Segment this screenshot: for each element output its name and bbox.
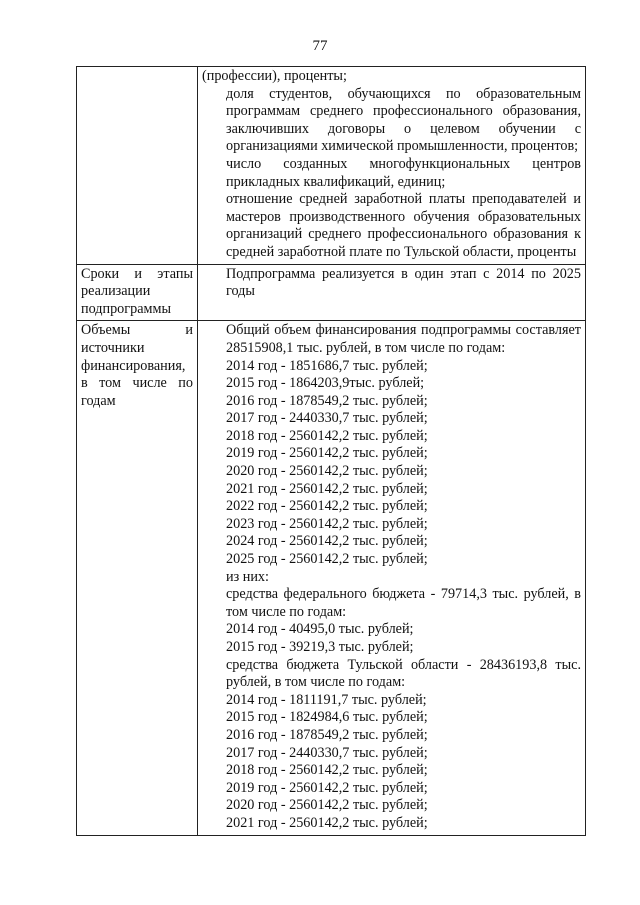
row-label: Сроки и этапы реализации подпрограммы [77, 264, 198, 321]
total-years-list [202, 358, 581, 569]
federal-budget-text: средства федерального бюджета - 79714,3 тыс. рублей, в том числе по годам: [226, 586, 581, 620]
table-row [77, 321, 586, 835]
list-item: 2020 год - 2560142,2 тыс. рублей; [226, 797, 428, 814]
list-item: 2019 год - 2560142,2 тыс. рублей; [226, 445, 428, 462]
regional-budget-text: средства бюджета Тульской области - 28436193,8 тыс. рублей, в том числе по годам: [226, 656, 581, 691]
page-number: 77 [312, 38, 328, 54]
table-row [77, 67, 586, 265]
list-item: 2018 год - 2560142,2 тыс. рублей; [226, 427, 428, 444]
list-item: 2017 год - 2440330,7 тыс. рублей; [226, 744, 428, 761]
list-item: 2021 год - 2560142,2 тыс. рублей; [226, 480, 428, 497]
list-item: 2016 год - 1878549,2 тыс. рублей; [226, 726, 428, 743]
list-item: 2023 год - 2560142,2 тыс. рублей; [226, 515, 428, 532]
table-row [77, 264, 586, 321]
row-content [198, 321, 586, 835]
passport-table [76, 66, 586, 836]
indicator-text: доля студентов, обучающихся по образовательным программам среднего профессионального образования, заключивших договоры о целевом обучении с организациями химической промышленности, процентов; [226, 85, 581, 155]
list-item: 2014 год - 1811191,7 тыс. рублей; [226, 691, 427, 708]
list-item: 2021 год - 2560142,2 тыс. рублей; [226, 814, 428, 831]
indicator-text: отношение средней заработной платы преподавателей и мастеров производственного обучения образовательных организаций среднего профессионального образования к средней заработной плате по Тульской области, проценты [226, 191, 581, 260]
list-item: 2019 год - 2560142,2 тыс. рублей; [226, 779, 428, 796]
of-them-label: из них: [226, 568, 269, 585]
list-item: 2025 год - 2560142,2 тыс. рублей; [226, 551, 428, 568]
list-item: 2020 год - 2560142,2 тыс. рублей; [226, 463, 428, 480]
period-text: Подпрограмма реализуется в один этап с 2014 по 2025 годы [226, 265, 581, 300]
list-item: 2017 год - 2440330,7 тыс. рублей; [226, 410, 428, 427]
list-item: 2016 год - 1878549,2 тыс. рублей; [226, 392, 428, 409]
indicator-text: число созданных многофункциональных центров прикладных квалификаций, единиц; [226, 155, 581, 190]
federal-years-list [202, 621, 581, 656]
list-item: 2024 год - 2560142,2 тыс. рублей; [226, 533, 428, 550]
list-item: 2018 год - 2560142,2 тыс. рублей; [226, 762, 428, 779]
row-label: Объемы и источники финансирования, в том числе по годам [77, 321, 198, 835]
list-item: 2015 год - 1864203,9тыс. рублей; [226, 375, 425, 392]
regional-years-list [202, 692, 581, 833]
row-content [198, 67, 586, 265]
list-item: 2014 год - 1851686,7 тыс. рублей; [226, 357, 428, 374]
list-item: 2015 год - 1824984,6 тыс. рублей; [226, 709, 428, 726]
row-content [198, 264, 586, 321]
list-item: 2015 год - 39219,3 тыс. рублей; [226, 639, 414, 655]
row-label [77, 67, 198, 265]
funding-total-text: Общий объем финансирования подпрограммы составляет 28515908,1 тыс. рублей, в том числе по годам: [226, 322, 581, 356]
list-item: 2014 год - 40495,0 тыс. рублей; [226, 621, 414, 638]
indicator-text: (профессии), проценты; [202, 68, 347, 84]
list-item: 2022 год - 2560142,2 тыс. рублей; [226, 498, 428, 515]
